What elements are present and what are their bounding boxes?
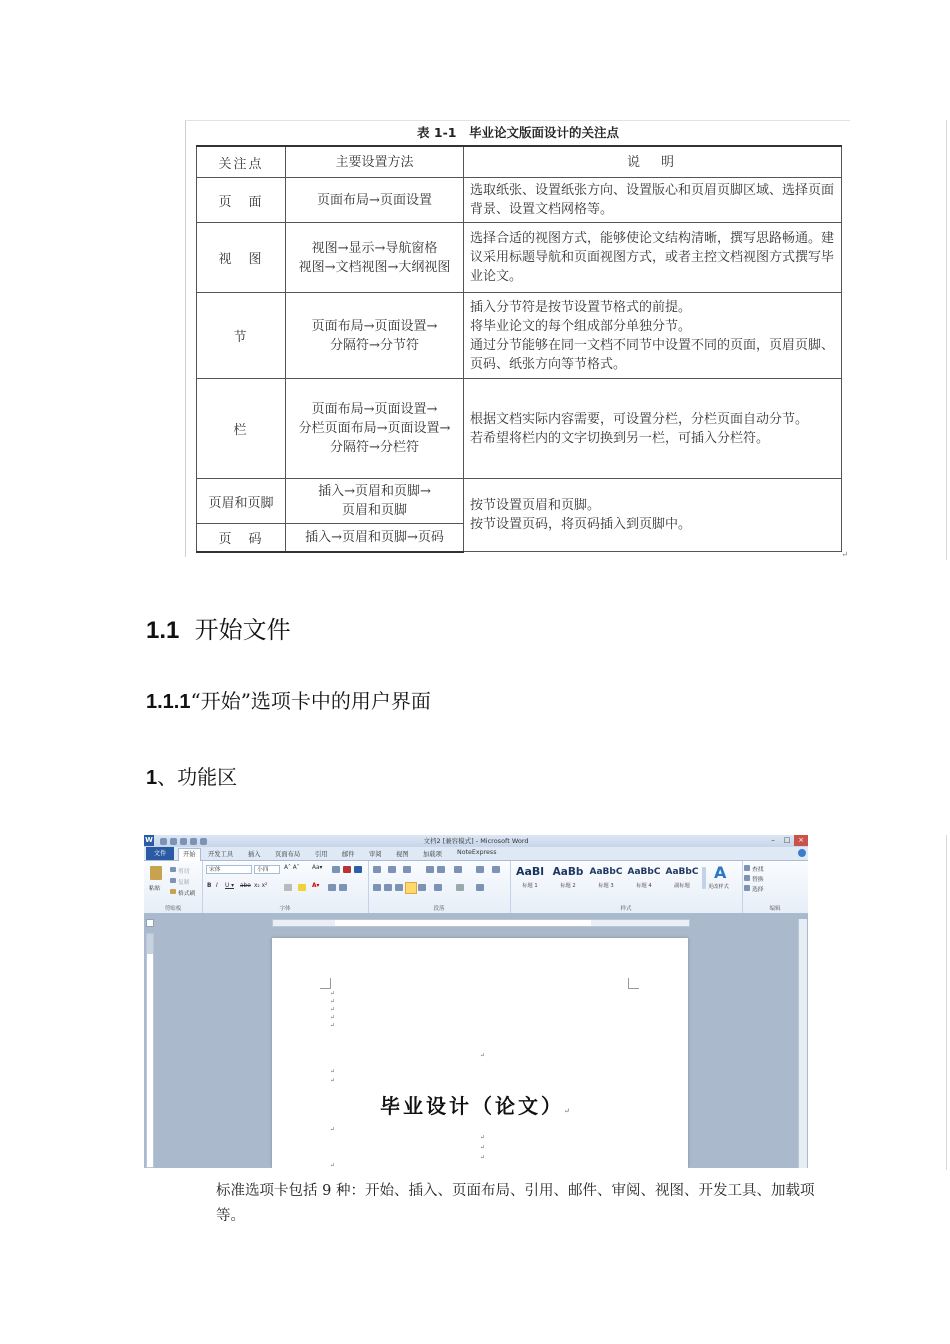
style-name: 标题 2 xyxy=(560,883,576,889)
replace-button[interactable]: 替换 xyxy=(752,877,764,883)
desc-line: 按节设置页码，将页码插入到页脚中。 xyxy=(470,517,692,532)
grow-font-icon[interactable]: A˄ A˅ xyxy=(284,865,300,871)
tab-references[interactable]: 引用 xyxy=(315,851,328,858)
table-row xyxy=(197,479,842,524)
heading-number: 1.1.1 xyxy=(146,691,191,713)
font-name-select[interactable]: 宋体 xyxy=(206,865,252,874)
vertical-ruler[interactable] xyxy=(146,933,154,1168)
cut-button[interactable]: 剪切 xyxy=(178,869,190,875)
heading-text: 、功能区 xyxy=(157,765,238,789)
heading-text: 开始文件 xyxy=(194,616,291,644)
show-marks-icon[interactable] xyxy=(492,866,500,873)
ribbon-tabs xyxy=(144,847,808,861)
table-cell-desc xyxy=(464,379,842,479)
phonetic-icon[interactable] xyxy=(343,866,351,873)
align-left-icon[interactable] xyxy=(373,884,381,891)
select-button[interactable]: 选择 xyxy=(752,887,764,893)
char-shading-icon[interactable] xyxy=(328,884,336,891)
table-header: 关注点 xyxy=(197,146,286,178)
format-painter-icon[interactable] xyxy=(170,889,176,894)
crop-mark xyxy=(320,978,331,989)
table-row xyxy=(197,293,842,379)
font-color-icon[interactable]: A▾ xyxy=(312,883,320,889)
window-controls xyxy=(766,835,808,846)
word-logo-icon: W xyxy=(145,836,153,844)
style-name: 副标题 xyxy=(674,883,690,889)
desc-line: 插入分节符是按节设置节格式的前提。 xyxy=(470,299,692,315)
heading-2 xyxy=(146,685,431,714)
paragraph-mark: ↵ xyxy=(330,1014,336,1021)
paragraph-mark: ↵ xyxy=(330,990,336,997)
paragraph-mark: ↵ xyxy=(330,1126,336,1133)
tab-developer[interactable]: 开发工具 xyxy=(208,851,234,858)
close-icon[interactable]: × xyxy=(794,835,808,846)
heading-number: 1 xyxy=(146,767,158,789)
table-cell-desc xyxy=(464,293,842,379)
paragraph-mark: ↵ xyxy=(330,1162,336,1168)
table-cell-method xyxy=(286,293,464,379)
decrease-indent-icon[interactable] xyxy=(426,866,434,873)
paragraph-mark: ↵ xyxy=(330,1006,336,1013)
font-size-select[interactable]: 小四 xyxy=(254,865,280,874)
heading-text: “开始”选项卡中的用户界面 xyxy=(190,689,431,713)
tab-home[interactable]: 开始 xyxy=(178,848,201,861)
paragraph-mark: ↵ xyxy=(330,1022,336,1029)
paragraph-mark: ↵ xyxy=(564,1107,570,1115)
style-name: 标题 1 xyxy=(522,883,538,889)
page-edge-line xyxy=(946,120,947,560)
table-cell-point: 页 码 xyxy=(197,524,286,552)
document-page[interactable] xyxy=(272,938,688,1168)
paragraph-mark: ↵ xyxy=(480,1154,486,1161)
table-cell-point: 页 面 xyxy=(197,178,286,223)
desc-line: 若希望将栏内的文字切换到另一栏，可插入分栏符。 xyxy=(470,430,770,446)
vertical-scrollbar[interactable] xyxy=(798,919,807,1168)
ribbon xyxy=(144,861,808,914)
table-cell-method xyxy=(286,223,464,293)
group-label: 剪贴板 xyxy=(164,906,182,912)
group-label: 编辑 xyxy=(769,906,781,912)
window-title: 文档2 [兼容模式] - Microsoft Word xyxy=(423,837,529,845)
strikethrough-icon[interactable]: abe xyxy=(240,883,251,889)
document-title-text: 毕业设计（论文） xyxy=(380,1094,564,1118)
paragraph-mark: ↵ xyxy=(841,550,848,559)
shading-icon[interactable] xyxy=(456,884,464,891)
table-cell-method: 页面布局→页面设置 xyxy=(286,178,464,223)
group-label: 字体 xyxy=(279,906,291,912)
table-row xyxy=(197,379,842,479)
style-preview: AaBl xyxy=(515,865,545,878)
table-cell-point: 栏 xyxy=(197,379,286,479)
table-header: 主要设置方法 xyxy=(286,146,464,178)
clear-format-icon[interactable] xyxy=(332,866,340,873)
styles-scroll-icon[interactable] xyxy=(702,867,706,889)
method-line: 页眉和页脚 xyxy=(341,503,407,518)
numbering-icon[interactable] xyxy=(388,866,396,873)
method-line: 页面布局→页面设置→ xyxy=(311,402,438,417)
table-cell-point: 节 xyxy=(197,293,286,379)
tab-noteexpress[interactable]: NoteExpress xyxy=(457,849,497,856)
style-preview: AaBb xyxy=(552,866,584,878)
style-heading-1[interactable] xyxy=(512,865,548,893)
method-line: 视图→文档视图→大纲视图 xyxy=(298,259,451,275)
format-painter-button[interactable]: 格式刷 xyxy=(178,891,196,897)
method-line: 分隔符→分栏符 xyxy=(330,440,419,455)
style-name: 标题 3 xyxy=(598,883,614,889)
chinese-layout-icon[interactable] xyxy=(454,866,462,873)
change-case-icon[interactable]: Aa▾ xyxy=(312,865,323,871)
distributed-icon[interactable] xyxy=(418,884,426,891)
method-line: 分隔符→分节符 xyxy=(330,337,419,353)
underline-icon[interactable]: U ▾ xyxy=(225,883,234,889)
horizontal-ruler[interactable] xyxy=(272,919,690,927)
table-cell-method xyxy=(286,379,464,479)
styles-group xyxy=(510,861,743,913)
table-cell-method: 插入→页眉和页脚→页码 xyxy=(286,524,464,552)
paragraph-mark: ↵ xyxy=(330,998,336,1005)
text-effects-icon[interactable] xyxy=(284,884,292,891)
copy-icon[interactable] xyxy=(170,878,176,883)
method-line: 视图→显示→导航窗格 xyxy=(311,240,438,256)
tab-mailings[interactable]: 邮件 xyxy=(342,851,355,858)
table-cell-point: 页眉和页脚 xyxy=(197,479,286,524)
clipboard-group xyxy=(144,861,203,913)
ruler-text-area xyxy=(335,920,591,926)
table-header-row xyxy=(197,146,842,178)
page-edge-line xyxy=(946,835,947,1170)
paragraph-mark: ↵ xyxy=(330,1068,336,1075)
table-row xyxy=(197,223,842,293)
subscript-icon[interactable]: x₂ x² xyxy=(254,883,268,889)
title-bar xyxy=(144,835,808,847)
table-cell-desc: 选取纸张、设置纸张方向、设置版心和页眉页脚区域、选择页面背景、设置文档网格等。 xyxy=(464,178,842,223)
char-border-icon[interactable] xyxy=(354,866,362,873)
replace-icon[interactable] xyxy=(744,875,750,881)
paste-button[interactable]: 粘贴 xyxy=(149,886,161,892)
table-header: 说 明 xyxy=(464,146,842,178)
change-styles-icon[interactable]: A xyxy=(714,863,727,882)
table-title: 表 1-1 毕业论文版面设计的关注点 xyxy=(417,125,619,140)
italic-icon[interactable]: I xyxy=(216,883,218,889)
help-icon[interactable] xyxy=(798,849,806,857)
bullets-icon[interactable] xyxy=(373,866,381,873)
table-cell-desc xyxy=(464,479,842,552)
sort-icon[interactable] xyxy=(476,866,484,873)
table-cell-method xyxy=(286,479,464,524)
desc-line: 通过分节能够在同一文档不同节中设置不同的页面，页眉页脚、页码、纸张方向等节格式。 xyxy=(470,337,835,372)
style-heading-2[interactable] xyxy=(550,865,586,893)
tab-view[interactable]: 视图 xyxy=(396,851,409,858)
style-preview: AaBbC xyxy=(627,867,661,877)
caption-paragraph: 标准选项卡包括 9 种：开始、插入、页面布局、引用、邮件、审阅、视图、开发工具、加载项等。 xyxy=(216,1183,815,1224)
increase-indent-icon[interactable] xyxy=(437,866,445,873)
multilevel-list-icon[interactable] xyxy=(403,866,411,873)
style-subtitle[interactable] xyxy=(664,865,700,893)
paragraph-mark: ↵ xyxy=(330,1077,336,1084)
align-right-icon[interactable] xyxy=(395,884,403,891)
justify-icon[interactable] xyxy=(405,882,417,894)
method-line: 分栏页面布局→页面设置→ xyxy=(298,421,451,436)
document-title xyxy=(380,1090,570,1119)
cut-icon[interactable] xyxy=(170,867,176,872)
paragraph-mark: ↵ xyxy=(480,1052,486,1059)
select-icon[interactable] xyxy=(744,885,750,891)
table-row xyxy=(197,178,842,223)
editing-group xyxy=(742,861,808,913)
style-preview: AaBbC xyxy=(665,867,699,877)
line-spacing-icon[interactable] xyxy=(434,884,442,891)
tab-review[interactable]: 审阅 xyxy=(369,851,382,858)
heading-1 xyxy=(146,610,291,645)
group-label: 段落 xyxy=(433,906,445,912)
change-styles-button[interactable]: 更改样式 xyxy=(708,884,729,890)
minimize-icon[interactable]: – xyxy=(771,836,775,844)
borders-icon[interactable] xyxy=(476,884,484,891)
tab-file[interactable]: 文件 xyxy=(146,847,174,860)
table-cell-desc: 选择合适的视图方式，能够使论文结构清晰，撰写思路畅通。建议采用标题导航和页面视图方式，或者主控文档视图方式撰写毕业论文。 xyxy=(464,223,842,293)
heading-number: 1.1 xyxy=(146,617,180,644)
tab-selector-icon[interactable] xyxy=(146,919,154,927)
method-line: 页面布局→页面设置→ xyxy=(311,318,438,334)
desc-line: 按节设置页眉和页脚。 xyxy=(470,498,601,513)
desc-line: 将毕业论文的每个组成部分单独分节。 xyxy=(470,318,692,334)
tab-page-layout[interactable]: 页面布局 xyxy=(275,851,301,858)
style-preview: AaBbC xyxy=(589,867,623,877)
style-heading-4[interactable] xyxy=(626,865,662,893)
style-name: 标题 4 xyxy=(636,883,652,889)
find-button[interactable]: 查找 xyxy=(752,867,764,873)
group-label: 样式 xyxy=(620,906,632,912)
heading-3 xyxy=(146,761,237,790)
method-line: 插入→页眉和页脚→ xyxy=(318,484,431,499)
table-cell-point: 视 图 xyxy=(197,223,286,293)
copy-button[interactable]: 复制 xyxy=(178,880,190,886)
ruler-margin-area xyxy=(147,934,153,954)
crop-mark xyxy=(628,978,639,989)
find-icon[interactable] xyxy=(744,865,750,871)
bold-icon[interactable]: B xyxy=(207,883,212,889)
maximize-icon[interactable]: □ xyxy=(783,836,791,844)
table-image xyxy=(185,120,850,557)
enclose-char-icon[interactable] xyxy=(339,884,347,891)
tab-addins[interactable]: 加载项 xyxy=(423,851,442,858)
align-center-icon[interactable] xyxy=(384,884,392,891)
word-window-screenshot xyxy=(144,835,808,1168)
style-heading-3[interactable] xyxy=(588,865,624,893)
paragraph-group xyxy=(368,861,511,913)
desc-line: 根据文档实际内容需要，可设置分栏，分栏页面自动分节。 xyxy=(470,411,809,427)
paragraph-mark: ↵ xyxy=(480,1144,486,1151)
tab-insert[interactable]: 插入 xyxy=(248,851,261,858)
paste-icon[interactable] xyxy=(150,866,162,880)
highlight-icon[interactable] xyxy=(298,884,306,891)
layout-focus-table xyxy=(196,145,842,553)
paragraph-mark: ↵ xyxy=(480,1134,486,1141)
font-group xyxy=(202,861,369,913)
